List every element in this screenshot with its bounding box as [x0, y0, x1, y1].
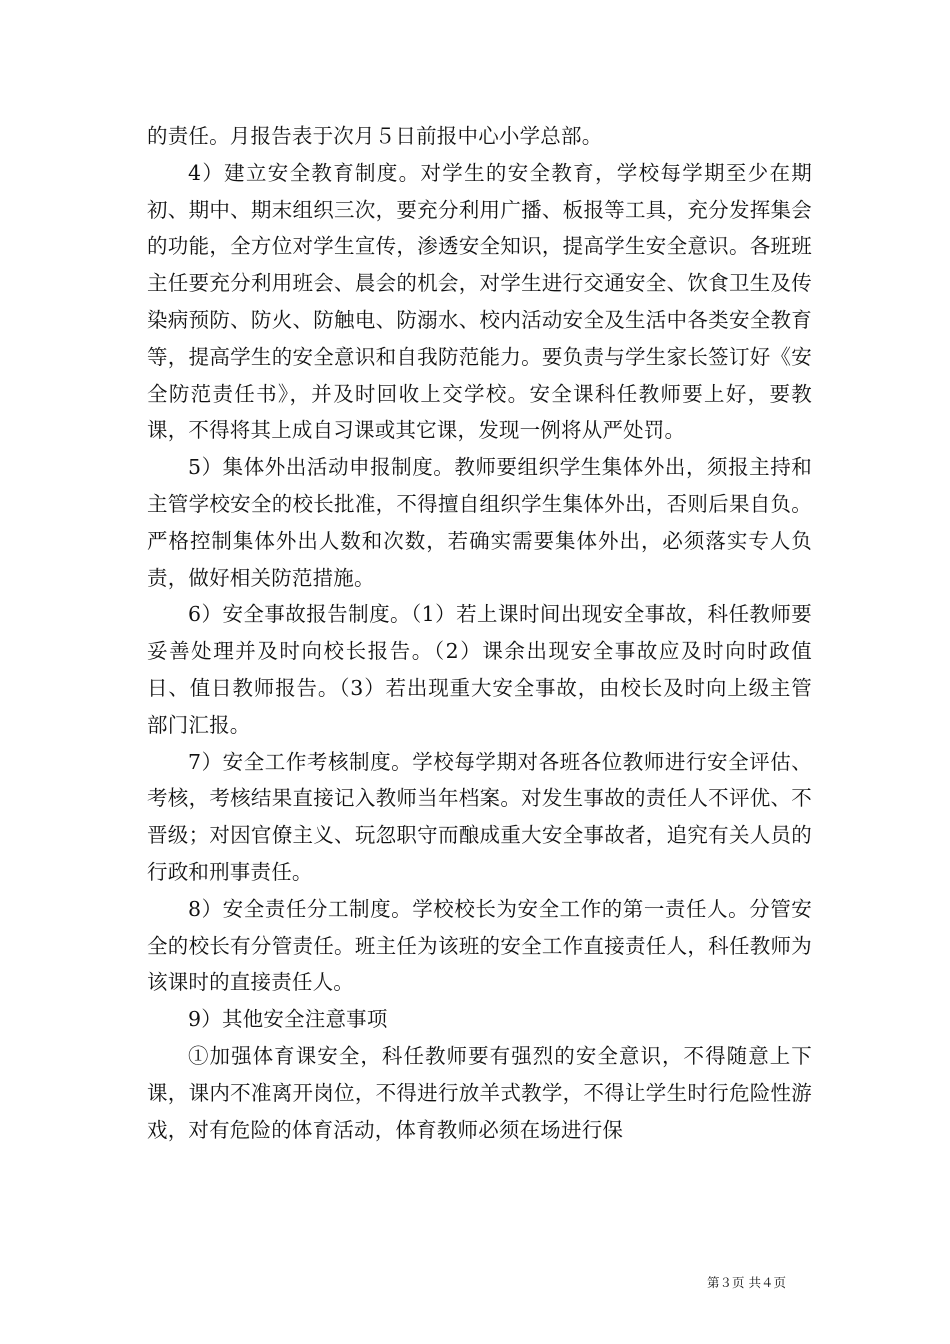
- paragraph-assessment: 7）安全工作考核制度。学校每学期对各班各位教师进行安全评估、考核，考核结果直接记入教师当年档案。对发生事故的责任人不评优、不晋级；对因官僚主义、玩忽职守而酿成重大安全事故者，追究有关人员的行政和刑事责任。: [147, 749, 812, 884]
- paragraph-responsibility: 8）安全责任分工制度。学校校长为安全工作的第一责任人。分管安全的校长有分管责任。班主任为该班的安全工作直接责任人，科任教师为该课时的直接责任人。: [147, 896, 812, 995]
- document-body: [147, 118, 812, 1148]
- paragraph-safety-education: 4）建立安全教育制度。对学生的安全教育，学校每学期至少在期初、期中、期末组织三次，要充分利用广播、板报等工具，充分发挥集会的功能，全方位对学生宣传，渗透安全知识，提高学生安全意识。各班班主任要充分利用班会、晨会的机会，对学生进行交通安全、饮食卫生及传染病预防、防火、防触电、防溺水、校内活动安全及生活中各类安全教育等，提高学生的安全意识和自我防范能力。要负责与学生家长签订好《安全防范责任书》，并及时回收上交学校。安全课科任教师要上好，要教课，不得将其上成自习课或其它课，发现一例将从严处罚。: [147, 160, 812, 443]
- page-number: 第３页 共４页: [707, 1275, 786, 1290]
- paragraph-other-notes-heading: 9）其他安全注意事项: [188, 1007, 388, 1032]
- paragraph-pe-safety: ①加强体育课安全，科任教师要有强烈的安全意识，不得随意上下课，课内不准离开岗位，不得进行放羊式教学，不得让学生时行危险性游戏，对有危险的体育活动，体育教师必须在场进行保: [147, 1043, 812, 1142]
- paragraph-group-outing: 5）集体外出活动申报制度。教师要组织学生集体外出，须报主持和主管学校安全的校长批准，不得擅自组织学生集体外出，否则后果自负。严格控制集体外出人数和次数，若确实需要集体外出，必须落实专人负责，做好相关防范措施。: [147, 455, 812, 590]
- paragraph-accident-report: 6）安全事故报告制度。（1）若上课时间出现安全事故，科任教师要妥善处理并及时向校长报告。（2）课余出现安全事故应及时向时政值日、值日教师报告。（3）若出现重大安全事故，由校长及时向上级主管部门汇报。: [147, 602, 812, 737]
- paragraph-continuation: 的责任。月报告表于次月５日前报中心小学总部。: [147, 124, 603, 148]
